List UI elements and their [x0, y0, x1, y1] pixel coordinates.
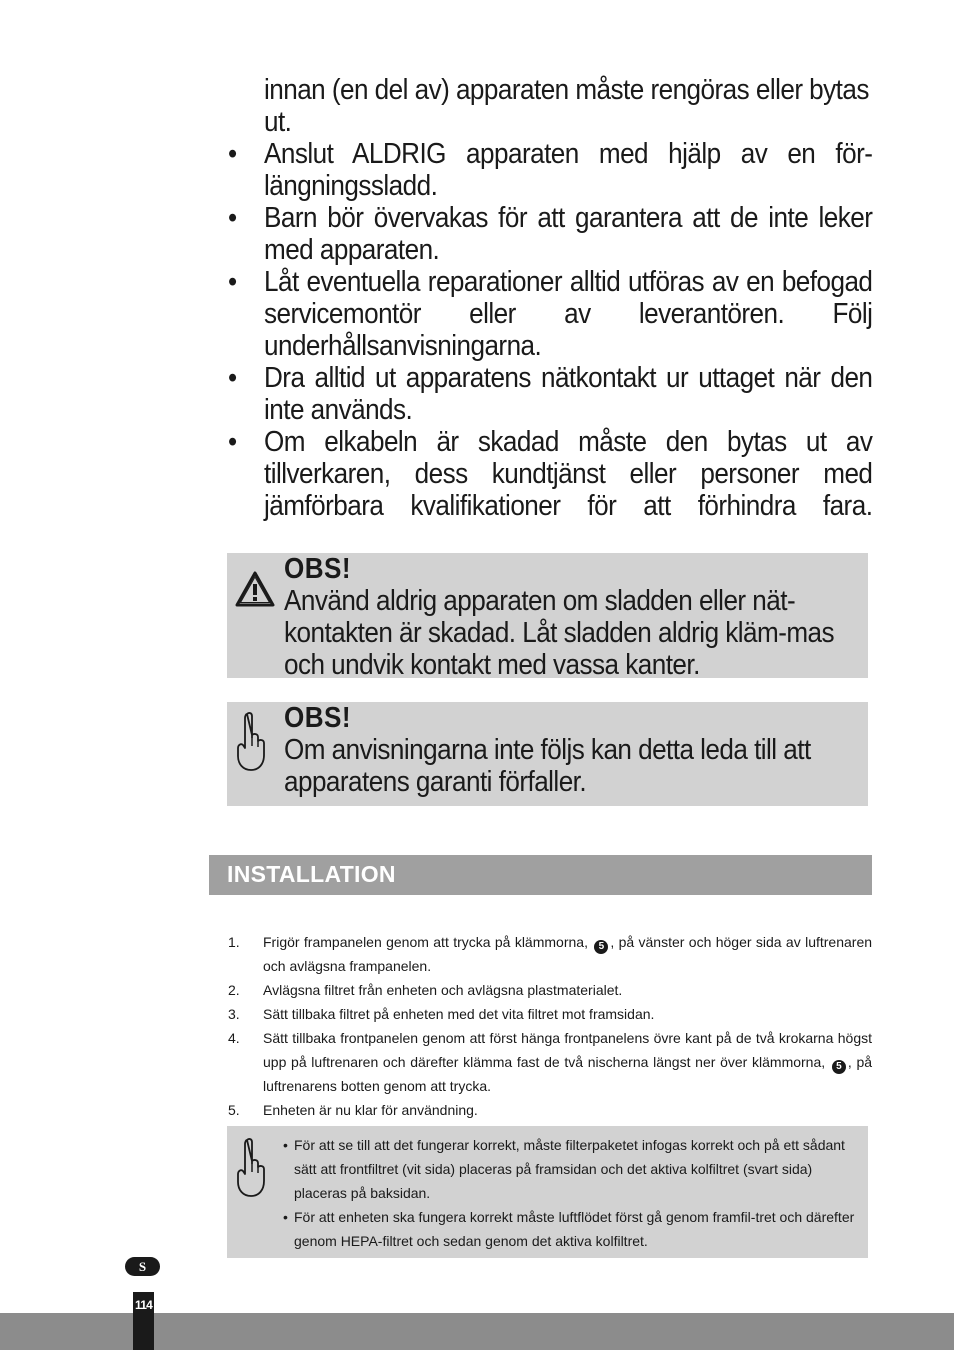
- step-text: , på vänster och höger sida av luftrenaren och avlägsna frampanelen.: [263, 934, 873, 974]
- list-item-text: Anslut ALDRIG apparaten med hjälp av en för-längningssladd.: [264, 138, 873, 202]
- list-item-text: Om elkabeln är skadad måste den bytas ut av tillverkaren, dess kundtjänst eller personer med jämförbara kvalifikationer för att förhindra fara.: [264, 426, 873, 522]
- list-item: [228, 138, 872, 202]
- list-item-text: Barn bör övervakas för att garantera att de inte leker med apparaten.: [264, 202, 873, 266]
- warning-content: [284, 553, 869, 681]
- notice-content: [284, 702, 869, 798]
- list-item: [228, 202, 872, 266]
- bullet-icon: •: [228, 202, 237, 234]
- warning-triangle-icon: [234, 570, 276, 613]
- list-item: [228, 426, 872, 522]
- part-marker-icon: 5: [832, 1060, 846, 1074]
- step-text: Sätt tillbaka filtret på enheten med det vita filtret mot framsidan.: [263, 1006, 655, 1022]
- step-text: Sätt tillbaka frontpanelen genom att först hänga frontpanelens övre kant på de två krokarna högst upp på luftrenaren och därefter klämma fast de två nischerna längst ner över klämmorna,: [263, 1030, 872, 1070]
- step-item: [228, 930, 872, 978]
- warning-text: Använd aldrig apparaten om sladden eller nät-kontakten är skadad. Låt sladden aldrig kläm-mas och undvik kontakt med vassa kanter.: [284, 585, 835, 681]
- list-item: [283, 1205, 858, 1253]
- installation-steps: [228, 930, 872, 1122]
- section-title: INSTALLATION: [227, 861, 396, 887]
- pointing-hand-icon: [233, 710, 269, 779]
- safety-bullet-list: [228, 138, 872, 522]
- step-item: [228, 1098, 872, 1122]
- step-number: 2.: [228, 982, 240, 998]
- notice-box: [227, 702, 868, 806]
- pointing-hand-icon: [233, 1136, 269, 1205]
- bullet-icon: •: [283, 1209, 288, 1225]
- note-list: [283, 1133, 858, 1253]
- list-item: [228, 266, 872, 362]
- note-text: För att se till att det fungerar korrekt, måste filterpaketet infogas korrekt och på ett sådant sätt att frontfiltret (vit sida) placeras på framsidan och det aktiva kolfiltret (svart sida) placeras på baksidan.: [294, 1137, 845, 1201]
- page-number: 114: [135, 1298, 152, 1312]
- section-header: [209, 855, 872, 895]
- bullet-icon: •: [228, 362, 237, 394]
- bullet-icon: •: [283, 1137, 288, 1153]
- note-text: För att enheten ska fungera korrekt måste luftflödet först gå genom framfil-tret och därefter genom HEPA-filtret och sedan genom det aktiva kolfiltret.: [294, 1209, 855, 1249]
- step-number: 5.: [228, 1102, 240, 1118]
- installation-note-box: [227, 1126, 868, 1258]
- step-text: Enheten är nu klar för användning.: [263, 1102, 478, 1118]
- list-item: [283, 1133, 858, 1205]
- list-item-text: Dra alltid ut apparatens nätkontakt ur uttaget när den inte används.: [264, 362, 873, 426]
- bullet-icon: •: [228, 426, 237, 458]
- warning-heading: OBS!: [284, 553, 352, 585]
- bullet-icon: •: [228, 138, 237, 170]
- continued-safety-text: innan (en del av) apparaten måste rengöras eller bytas ut.: [264, 74, 869, 138]
- step-number: 4.: [228, 1030, 240, 1046]
- step-number: 1.: [228, 934, 240, 950]
- notice-text: Om anvisningarna inte följs kan detta leda till att apparatens garanti förfaller.: [284, 734, 811, 798]
- list-item: [228, 362, 872, 426]
- part-marker-icon: 5: [594, 940, 608, 954]
- step-text: Frigör frampanelen genom att trycka på klämmorna,: [263, 934, 588, 950]
- language-badge: S: [125, 1257, 160, 1276]
- list-item-text: Låt eventuella reparationer alltid utföras av en befogad servicemontör eller av leverantören. Följ underhållsanvisningarna.: [264, 266, 873, 362]
- step-item: [228, 1026, 872, 1098]
- warning-box: [227, 553, 868, 681]
- step-number: 3.: [228, 1006, 240, 1022]
- notice-heading: OBS!: [284, 702, 352, 734]
- bullet-icon: •: [228, 266, 237, 298]
- step-item: [228, 1002, 872, 1026]
- step-text: , på luftrenarens botten genom att trycka.: [263, 1054, 873, 1094]
- step-item: [228, 978, 872, 1002]
- step-text: Avlägsna filtret från enheten och avlägsna plastmaterialet.: [263, 982, 623, 998]
- page-number-tab: [133, 1292, 154, 1350]
